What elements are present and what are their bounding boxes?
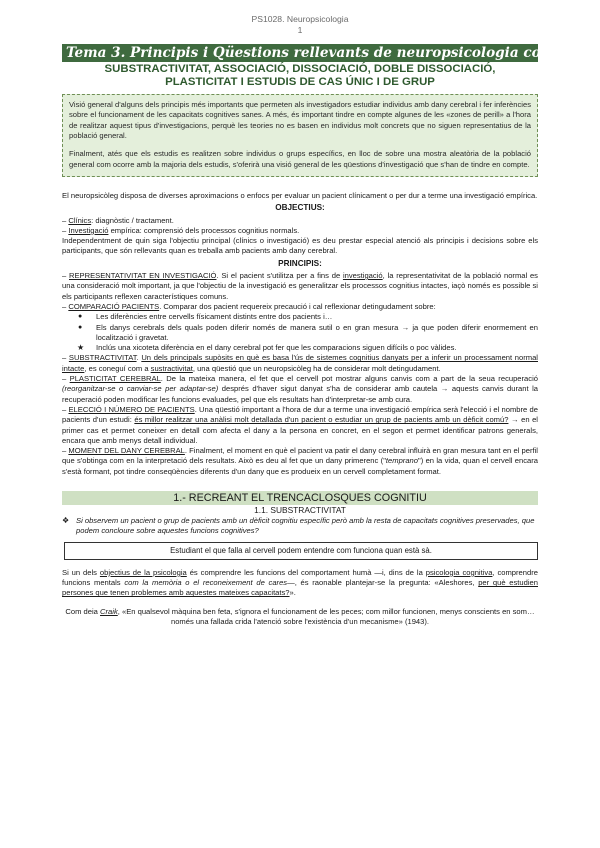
page-number: 1 — [297, 25, 303, 35]
objective-clinic: – Clínics: diagnòstic / tractament. — [62, 215, 174, 225]
body-section — [62, 191, 538, 477]
principle-patient-choice: – ELECCIÓ I NÚMERO DE PACIENTS. Una qüestió important a l'hora de dur a terme una investigació empírica serà l'elecció i el nombre de pacients d'un estudi: és millor realitzar una anàlisi molt detallada d'un pacient o estudiar un grup de pacients amb un dèficit comú? → en el primer cas et permet coneixer en detall com afecta el dany a la persona en concret, en el segon et permet identificar patrons generals, encara que amb menys detall individual. — [62, 404, 538, 445]
independence-paragraph: Independentment de quin siga l'objectiu principal (clínics o investigació) es deu prestar especial atenció als principis i decisions sobre els participants, que són rellevants quan es treballa amb pacients amb dany cerebral. — [62, 236, 538, 256]
section-heading: 1.- RECREANT EL TRENCACLOSQUES COGNITIU — [62, 491, 538, 505]
list-item: ● Les diferències entre cervells físicament distints entre dos pacients i… — [90, 312, 538, 322]
principle-subtractivity: – SUBSTRACTIVITAT. Un dels principals supòsits en què es basa l'ús de sistemes cognitius danyats per a inferir un processament normal intacte, es coneguí com a sustractivitat, una qüestió que un neuropsicòleg ha de considerar molt detingudament. — [62, 353, 538, 373]
section-subheading: 1.1. SUBSTRACTIVITAT — [254, 504, 346, 515]
craik-quote: Com deia Craik, «En qualsevol màquina ben feta, s'ignora el funcionament de les peces; com millor funcionen, menys conscients en som… només una fallada crida l'atenció sobre l'existència d'un mecanisme» (1943). — [65, 606, 535, 627]
course-title: PS1028. Neuropsicologia — [251, 14, 349, 24]
lead-paragraph: El neuropsicòleg disposa de diverses aproximacions o enfocs per evaluar un pacient clínicament o per dur a terme una investigació empírica. — [62, 190, 538, 200]
list-item: ★ Inclús una xicoteta diferència en el dany cerebral pot fer que les comparacions siguen difícils o poc vàlides. — [90, 343, 538, 353]
psychology-paragraph: Si un dels objectius de la psicologia és comprendre les funcions del comportament humà —i, dins de la psicologia cognitiva, comprendre funcions mentals com la memòria o el reconeixement de cares—, és raonable plantejar-se la pregunta: «Aleshores, per què estudien persones que tenen problemes amb aquestes mateixes capacitats?». — [62, 567, 538, 598]
list-item: ● Els danys cerebrals dels quals poden diferir només de manera sutil o en gran mesura → ja que poden diferir enormement en localització i gravetat. — [90, 323, 538, 344]
principle-damage-moment: – MOMENT DEL DANY CEREBRAL. Finalment, el moment en què el pacient va patir el dany cerebral influirà en gran mesura tant en el perfil que s'obtinga com en la interpretació dels resultats. Això es deu al fet que un dany primerenc ("temprano") en la vida, quan el cervell encara s'està formant, pot tindre conseqüències diferents d'un dany que es produeix en un cervell completament format. — [62, 446, 539, 476]
document-subtitle — [62, 63, 538, 88]
principle-representativity: – REPRESENTATIVITAT EN INVESTIGACIÓ. Si el pacient s'utilitza per a fins de investigació, la representativitat de la població normal es una consideració molt important, ja que l'objectiu de la investigació es generalitzar els processos cognitius intactes, iaçò només es possible si els participants reflexen característiques comuns. — [62, 271, 538, 301]
principle-comparison: – COMPARACIÓ PACIENTS. Comparar dos pacient requereix precaució i cal reflexionar detingudament sobre: — [62, 301, 436, 311]
diamond-bullet-icon: ❖ — [62, 515, 70, 525]
intro-paragraph-2: Finalment, atés que els estudis es realitzen sobre individus o grups específics, en lloc de sobre una mostra aleatòria de la població general com ocorre amb la majoria dels estudis, s'oferirà una visió general de les qüestions d'investigació que s'han de tindre en compte. — [69, 149, 531, 169]
principis-heading: PRINCIPIS: — [278, 258, 322, 268]
intro-paragraph-1: Visió general d'alguns dels principis més importants que permeten als investigadors estudiar individus amb dany cerebral i fer inferències sobre el funcionament de les capacitats cognitives sanes. A més, és important tindre en compte algunes de les «zones de perill» a l'hora de realitzar aquest tipus d'investigacions, perquè les teories no es basen en individus molt concrets que no siguen representatius de la població general. — [69, 100, 531, 141]
intro-box — [62, 94, 538, 177]
question-paragraph: ❖ Si observem un pacient o grup de pacients amb un dèficit cognitiu específic però amb la resta de capacitats cognitives preservades, que podem concloure sobre aquestes funcions cognitives? — [62, 515, 535, 536]
key-idea-box: Estudiant el que falla al cervell podem entendre com funciona quan està sà. — [64, 542, 538, 560]
objective-research: – Investigació empírica: comprensió dels processos cognitius normals. — [62, 225, 300, 235]
subtitle-line-2: PLASTICITAT I ESTUDIS DE CAS ÚNIC I DE GRUP — [165, 75, 435, 88]
principle-plasticity: – PLASTICITAT CEREBRAL. De la mateixa manera, el fet que el cervell pot mostrar alguns canvis com a part de la seua recuperació (reorganitzar-se o canviar-se per adaptar-se) després d'haver sigut danyat s'ha de considerar amb cautela → aquests canvis durant la recuperació poden modificar les funcions evaluades, pel que els resultats han d'interpretar-se amb cura. — [62, 374, 538, 404]
objectius-heading: OBJECTIUS: — [275, 203, 325, 213]
document-title: Tema 3. Principis i Qüestions rellevants de neuropsicologia cognitiva — [62, 44, 538, 62]
page-header — [62, 14, 538, 36]
subtitle-line-1: SUBSTRACTIVITAT, ASSOCIACIÓ, DISSOCIACIÓ, DOBLE DISSOCIACIÓ, — [104, 63, 496, 75]
comparison-list — [62, 312, 538, 353]
